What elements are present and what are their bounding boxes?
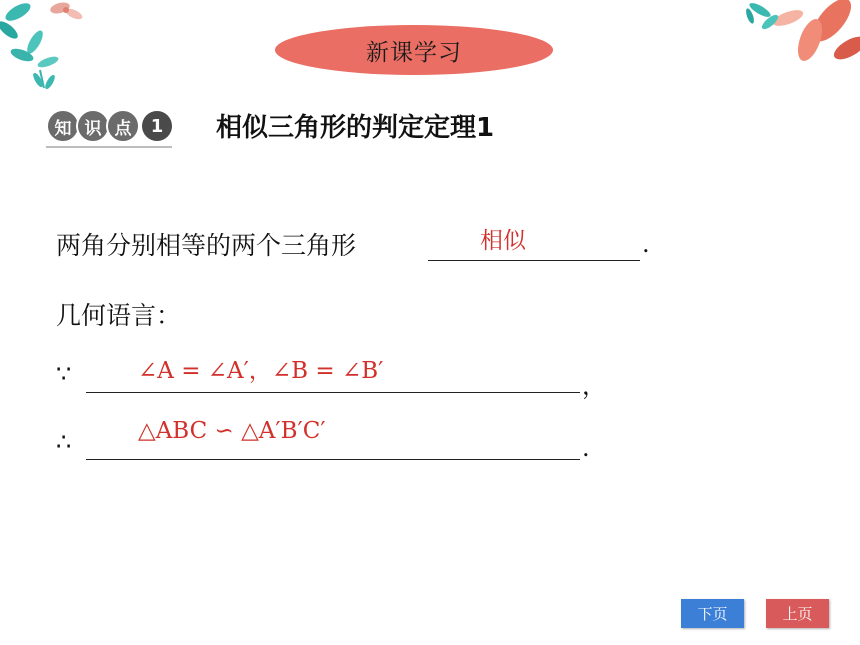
next-page-button[interactable]: 下页 [681,599,744,628]
badge-number: 1 [142,111,172,141]
badge-char-shi: 识 [76,109,110,143]
because-comma: ， [582,372,606,400]
section-header-label: 新课学习 [366,39,462,66]
floral-decoration-right [720,0,860,75]
statement-text: 两角分别相等的两个三角形 [56,231,357,260]
badge-char-dian: 点 [106,109,140,143]
therefore-answer: △ABC ∽ △A′B′C′ [138,418,326,444]
statement-blank [428,234,640,261]
because-answer: ∠A = ∠A′，∠B = ∠B′ [138,358,384,384]
geometry-language-label: 几何语言： [56,301,182,330]
because-symbol: ∵ [56,360,72,388]
previous-page-button[interactable]: 上页 [766,599,829,628]
therefore-period: . [582,434,590,462]
section-header-pill [275,25,553,75]
badge-char-zhi: 知 [46,109,80,143]
statement-period: . [642,230,650,258]
floral-decoration-left [0,0,120,95]
knowledge-point-title: 相似三角形的判定定理1 [216,113,495,143]
statement-answer: 相似 [480,228,526,254]
therefore-symbol: ∴ [56,428,72,456]
knowledge-point-badge [46,108,172,148]
